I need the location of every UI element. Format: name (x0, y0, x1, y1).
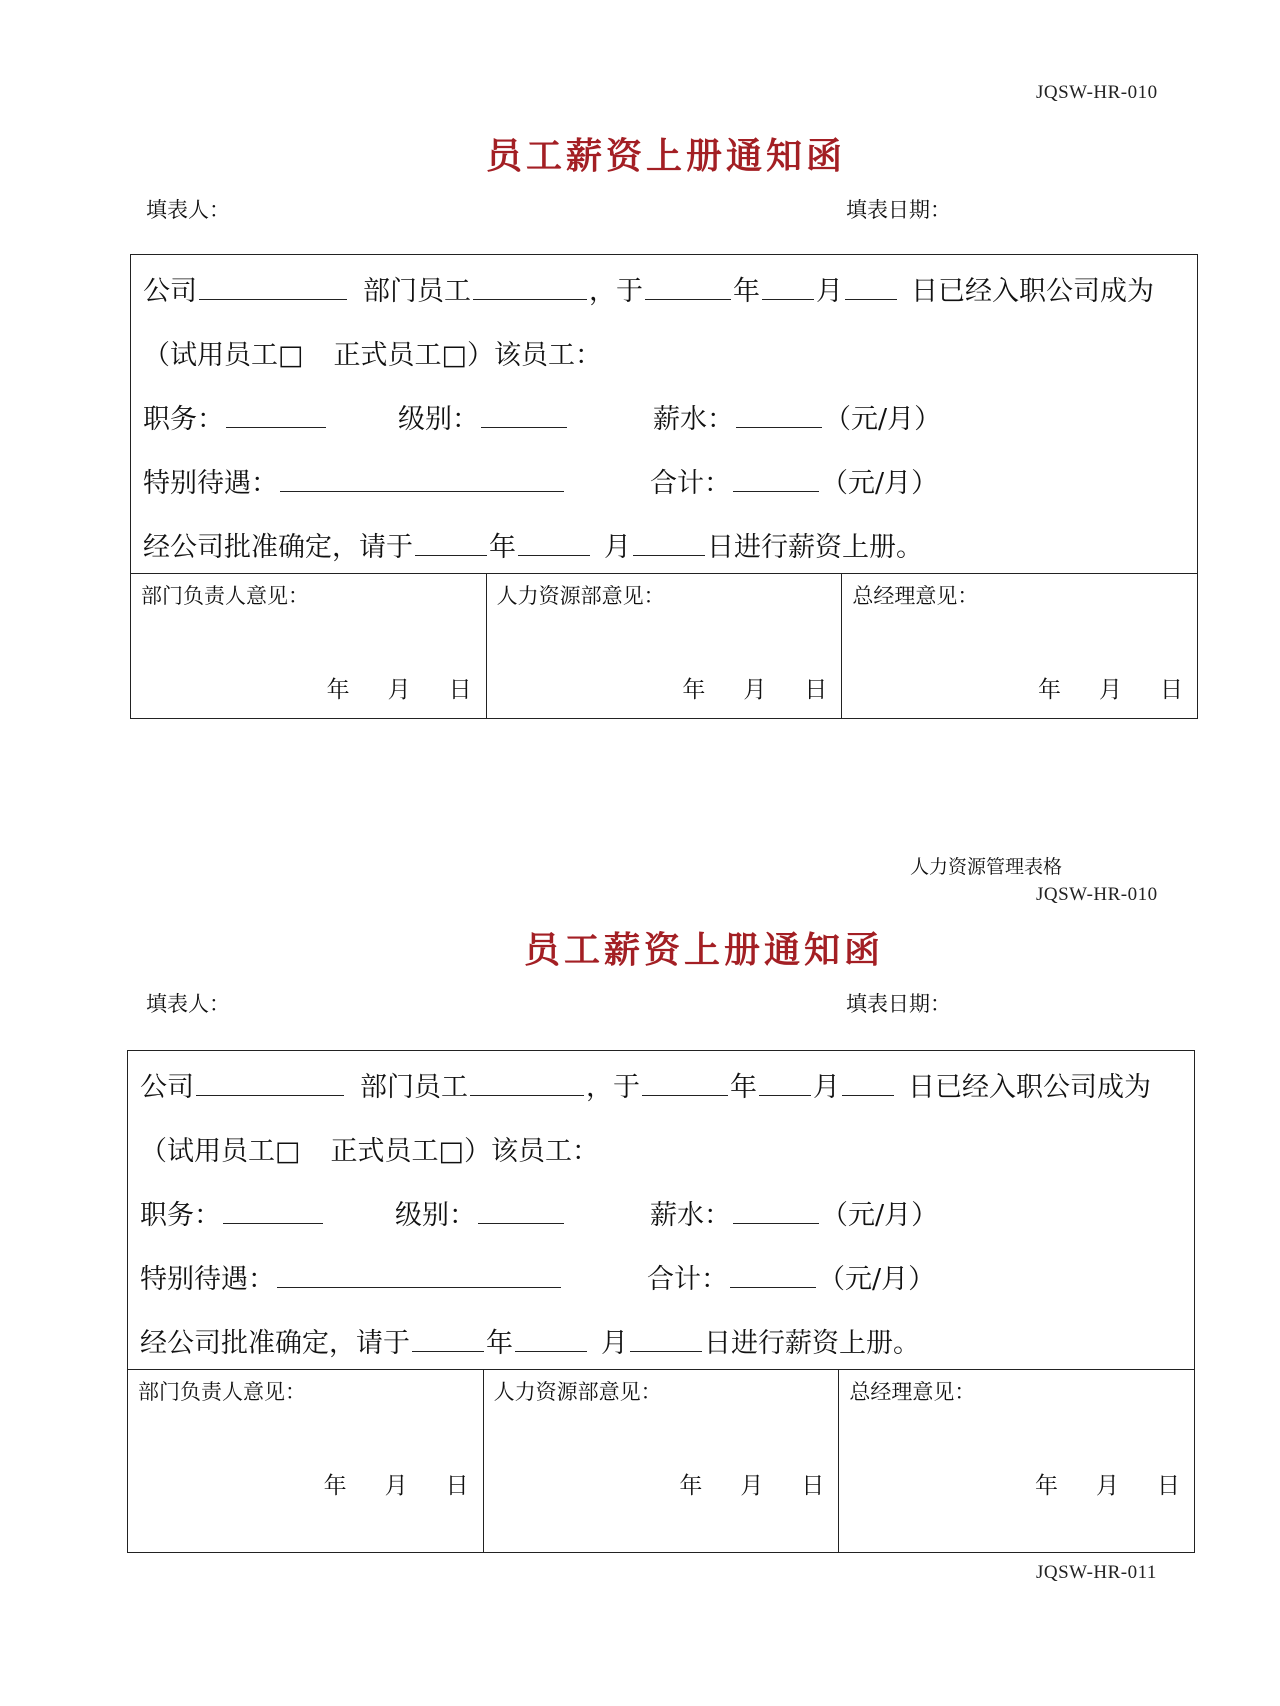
entry-tail-text: 日已经入职公司成为 (911, 276, 1154, 307)
position-field[interactable] (226, 405, 326, 428)
total-unit: （元/月） (818, 1264, 936, 1295)
company-label: 公司 (140, 1072, 194, 1103)
employee-name-field[interactable] (470, 1073, 584, 1096)
notice-form (127, 1050, 1195, 1553)
gm-date: 年 月 日 (1038, 677, 1184, 703)
form-title: 员工薪资上册通知函 (524, 929, 885, 971)
signature-row (131, 573, 1197, 718)
entry-day-field[interactable] (842, 1073, 894, 1096)
dept-head-opinion-cell[interactable] (131, 574, 486, 718)
hr-date: 年 月 日 (679, 1473, 825, 1499)
filler-label: 填表人： (146, 198, 230, 222)
special-treatment-label: 特别待遇： (143, 468, 278, 499)
form-caption: 人力资源管理表格 (910, 856, 1063, 878)
form-line-2 (143, 333, 602, 372)
entry-month-field[interactable] (759, 1073, 811, 1096)
formal-employee-checkbox[interactable]: 正式员工□）该员工： (330, 1136, 600, 1167)
form-line-4 (140, 1257, 935, 1296)
total-field[interactable] (733, 469, 819, 492)
entry-date-prefix: ，于 (589, 276, 643, 307)
gm-date: 年 月 日 (1035, 1473, 1181, 1499)
register-month-field[interactable] (518, 533, 590, 556)
company-label: 公司 (143, 276, 197, 307)
register-year-field[interactable] (412, 1329, 484, 1352)
dept-employee-label: 部门员工 (360, 1072, 468, 1103)
company-field[interactable] (199, 277, 347, 300)
signature-row (128, 1369, 1194, 1552)
form-line-5 (140, 1321, 920, 1360)
entry-year-label: 年 (730, 1072, 757, 1103)
position-label: 职务： (140, 1200, 221, 1231)
register-day-field[interactable] (630, 1329, 702, 1352)
dept-head-opinion-label: 部门负责人意见： (141, 584, 309, 608)
special-treatment-field[interactable] (277, 1265, 561, 1288)
approval-text: 经公司批准确定，请于 (143, 532, 413, 563)
total-unit: （元/月） (821, 468, 939, 499)
salary-unit: （元/月） (821, 1200, 939, 1231)
form-code-top: JQSW-HR-010 (1036, 82, 1158, 103)
dept-head-opinion-label: 部门负责人意见： (138, 1380, 306, 1404)
dept-employee-label: 部门员工 (363, 276, 471, 307)
form-code-bottom: JQSW-HR-011 (1036, 1562, 1157, 1583)
trial-employee-checkbox[interactable]: （试用员工□ (140, 1136, 301, 1167)
total-label: 合计： (647, 1264, 728, 1295)
entry-tail-text: 日已经入职公司成为 (908, 1072, 1151, 1103)
fill-date-label: 填表日期： (846, 198, 951, 222)
entry-month-label: 月 (816, 276, 843, 307)
register-month-field[interactable] (515, 1329, 587, 1352)
formal-employee-checkbox[interactable]: 正式员工□）该员工： (333, 340, 603, 371)
register-month-label: 月 (601, 1328, 628, 1359)
dept-head-opinion-cell[interactable] (128, 1370, 483, 1552)
entry-day-field[interactable] (845, 277, 897, 300)
form-line-2 (140, 1129, 599, 1168)
company-field[interactable] (196, 1073, 344, 1096)
register-year-field[interactable] (415, 533, 487, 556)
employee-name-field[interactable] (473, 277, 587, 300)
gm-opinion-cell[interactable] (841, 574, 1197, 718)
level-label: 级别： (398, 404, 479, 435)
fill-date-label: 填表日期： (846, 992, 951, 1016)
register-year-label: 年 (489, 532, 516, 563)
entry-date-prefix: ，于 (586, 1072, 640, 1103)
entry-year-label: 年 (733, 276, 760, 307)
salary-field[interactable] (736, 405, 822, 428)
salary-label: 薪水： (653, 404, 734, 435)
gm-opinion-cell[interactable] (838, 1370, 1194, 1552)
form-title: 员工薪资上册通知函 (486, 135, 847, 177)
entry-month-field[interactable] (762, 277, 814, 300)
gm-opinion-label: 总经理意见： (849, 1380, 976, 1404)
level-field[interactable] (481, 405, 567, 428)
register-month-label: 月 (604, 532, 631, 563)
hr-opinion-label: 人力资源部意见： (493, 1380, 662, 1404)
salary-unit: （元/月） (824, 404, 942, 435)
salary-label: 薪水： (650, 1200, 731, 1231)
special-treatment-label: 特别待遇： (140, 1264, 275, 1295)
entry-year-field[interactable] (642, 1073, 728, 1096)
entry-year-field[interactable] (645, 277, 731, 300)
special-treatment-field[interactable] (280, 469, 564, 492)
salary-field[interactable] (733, 1201, 819, 1224)
trial-employee-checkbox[interactable]: （试用员工□ (143, 340, 304, 371)
form-line-1 (143, 269, 1154, 308)
register-day-field[interactable] (633, 533, 705, 556)
filler-label: 填表人： (146, 992, 230, 1016)
position-field[interactable] (223, 1201, 323, 1224)
hr-opinion-label: 人力资源部意见： (496, 584, 665, 608)
form-line-3 (140, 1193, 938, 1232)
gm-opinion-label: 总经理意见： (852, 584, 979, 608)
total-field[interactable] (730, 1265, 816, 1288)
notice-form (130, 254, 1198, 719)
register-year-label: 年 (486, 1328, 513, 1359)
level-label: 级别： (395, 1200, 476, 1231)
hr-date: 年 月 日 (682, 677, 828, 703)
register-tail-text: 日进行薪资上册。 (704, 1328, 920, 1359)
register-tail-text: 日进行薪资上册。 (707, 532, 923, 563)
total-label: 合计： (650, 468, 731, 499)
form-code-top: JQSW-HR-010 (1036, 884, 1158, 905)
approval-text: 经公司批准确定，请于 (140, 1328, 410, 1359)
form-line-5 (143, 525, 923, 564)
form-line-3 (143, 397, 941, 436)
hr-opinion-cell[interactable] (483, 1370, 839, 1552)
entry-month-label: 月 (813, 1072, 840, 1103)
form-line-1 (140, 1065, 1151, 1104)
form-line-4 (143, 461, 938, 500)
dept-head-date: 年 月 日 (323, 1473, 469, 1499)
hr-opinion-cell[interactable] (486, 574, 842, 718)
level-field[interactable] (478, 1201, 564, 1224)
position-label: 职务： (143, 404, 224, 435)
dept-head-date: 年 月 日 (326, 677, 472, 703)
